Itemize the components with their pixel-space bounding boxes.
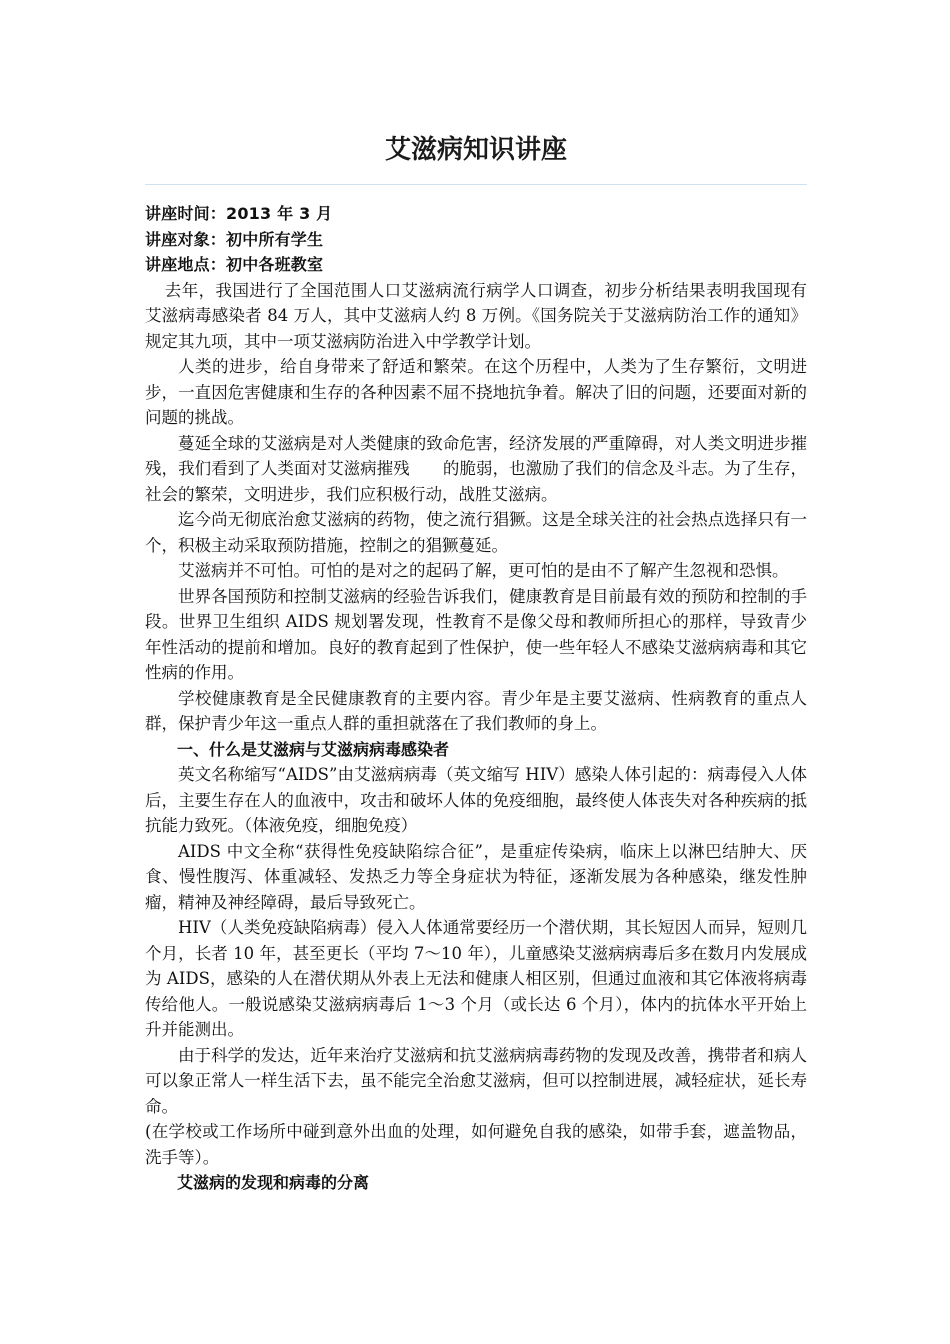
- section-heading: 一、什么是艾滋病与艾滋病病毒感染者: [177, 739, 450, 759]
- section-note: (在学校或工作场所中碰到意外出血的处理，如何避免自我的感染，如带手套，遮盖物品，洗手等）。: [145, 1122, 807, 1167]
- lecture-location: 讲座地点：初中各班教室: [145, 255, 324, 274]
- body-paragraph: 蔓延全球的艾滋病是对人类健康的致命危害，经济发展的严重障碍，对人类文明进步摧残，我们看到了人类面对艾滋病摧残 的脆弱，也激励了我们的信念及斗志。为了生存，社会的繁荣，文明进步，我们应积极行动，战胜艾滋病。: [145, 433, 807, 504]
- title-divider: [145, 184, 807, 185]
- section-paragraph: HIV（人类免疫缺陷病毒）侵入人体通常要经历一个潜伏期，其长短因人而异，短则几个月，长者 10 年，甚至更长（平均 7～10 年），儿童感染艾滋病病毒后多在数月内发展成为 AIDS，感染的人在潜伏期从外表上无法和健康人相区别，但通过血液和其它体液将病毒传给他人。一般说感染艾滋病病毒后 1～3 个月（或长达 6 个月），体内的抗体水平开始上升并能测出。: [145, 918, 807, 1039]
- lecture-audience: 讲座对象：初中所有学生: [145, 229, 324, 249]
- document-body: [145, 201, 807, 1196]
- body-paragraph: 艾滋病并不可怕。可怕的是对之的起码了解，更可怕的是由不了解产生忽视和恐惧。: [178, 561, 789, 580]
- body-paragraph: 世界各国预防和控制艾滋病的经验告诉我们，健康教育是目前最有效的预防和控制的手段。世界卫生组织 AIDS 规划署发现，性教育不是像父母和教师所担心的那样，导致青少年性活动的提前和增加。良好的教育起到了性保护，使一些年轻人不感染艾滋病病毒和其它性病的作用。: [145, 586, 807, 682]
- body-paragraph: 迄今尚无彻底治愈艾滋病的药物，使之流行猖獗。这是全球关注的社会热点选择只有一个，积极主动采取预防措施，控制之的猖獗蔓延。: [145, 510, 807, 555]
- section-heading: 艾滋病的发现和病毒的分离: [177, 1173, 370, 1192]
- section-paragraph: 由于科学的发达，近年来治疗艾滋病和抗艾滋病病毒药物的发现及改善，携带者和病人可以象正常人一样生活下去，虽不能完全治愈艾滋病，但可以控制进展，减轻症状，延长寿命。: [145, 1045, 807, 1116]
- body-paragraph: 学校健康教育是全民健康教育的主要内容。青少年是主要艾滋病、性病教育的重点人群，保护青少年这一重点人群的重担就落在了我们教师的身上。: [145, 688, 807, 733]
- section-paragraph: AIDS 中文全称“获得性免疫缺陷综合征”，是重症传染病，临床上以淋巴结肿大、厌食、慢性腹泻、体重减轻、发热乏力等全身症状为特征，逐渐发展为各种感染，继发性肿瘤，精神及神经障碍，最后导致死亡。: [145, 841, 807, 912]
- intro-paragraph: 去年，我国进行了全国范围人口艾滋病流行病学人口调查，初步分析结果表明我国现有艾滋病毒感染者 84 万人，其中艾滋病人约 8 万例。《国务院关于艾滋病防治工作的通知》规定其九项，其中一项艾滋病防治进入中学教学计划。: [145, 280, 807, 351]
- document-title: 艾滋病知识讲座: [384, 135, 567, 165]
- lecture-time: 讲座时间：2013 年 3 月: [145, 204, 333, 223]
- body-paragraph: 人类的进步，给自身带来了舒适和繁荣。在这个历程中，人类为了生存繁衍，文明进步，一直因危害健康和生存的各种因素不屈不挠地抗争着。解决了旧的问题，还要面对新的问题的挑战。: [145, 357, 807, 427]
- section-paragraph: 英文名称缩写“AIDS”由艾滋病病毒（英文缩写 HIV）感染人体引起的：病毒侵入人体后，主要生存在人的血液中，攻击和破坏人体的免疫细胞，最终使人体丧失对各种疾病的抵抗能力致死。（体液免疫，细胞免疫）: [145, 765, 807, 835]
